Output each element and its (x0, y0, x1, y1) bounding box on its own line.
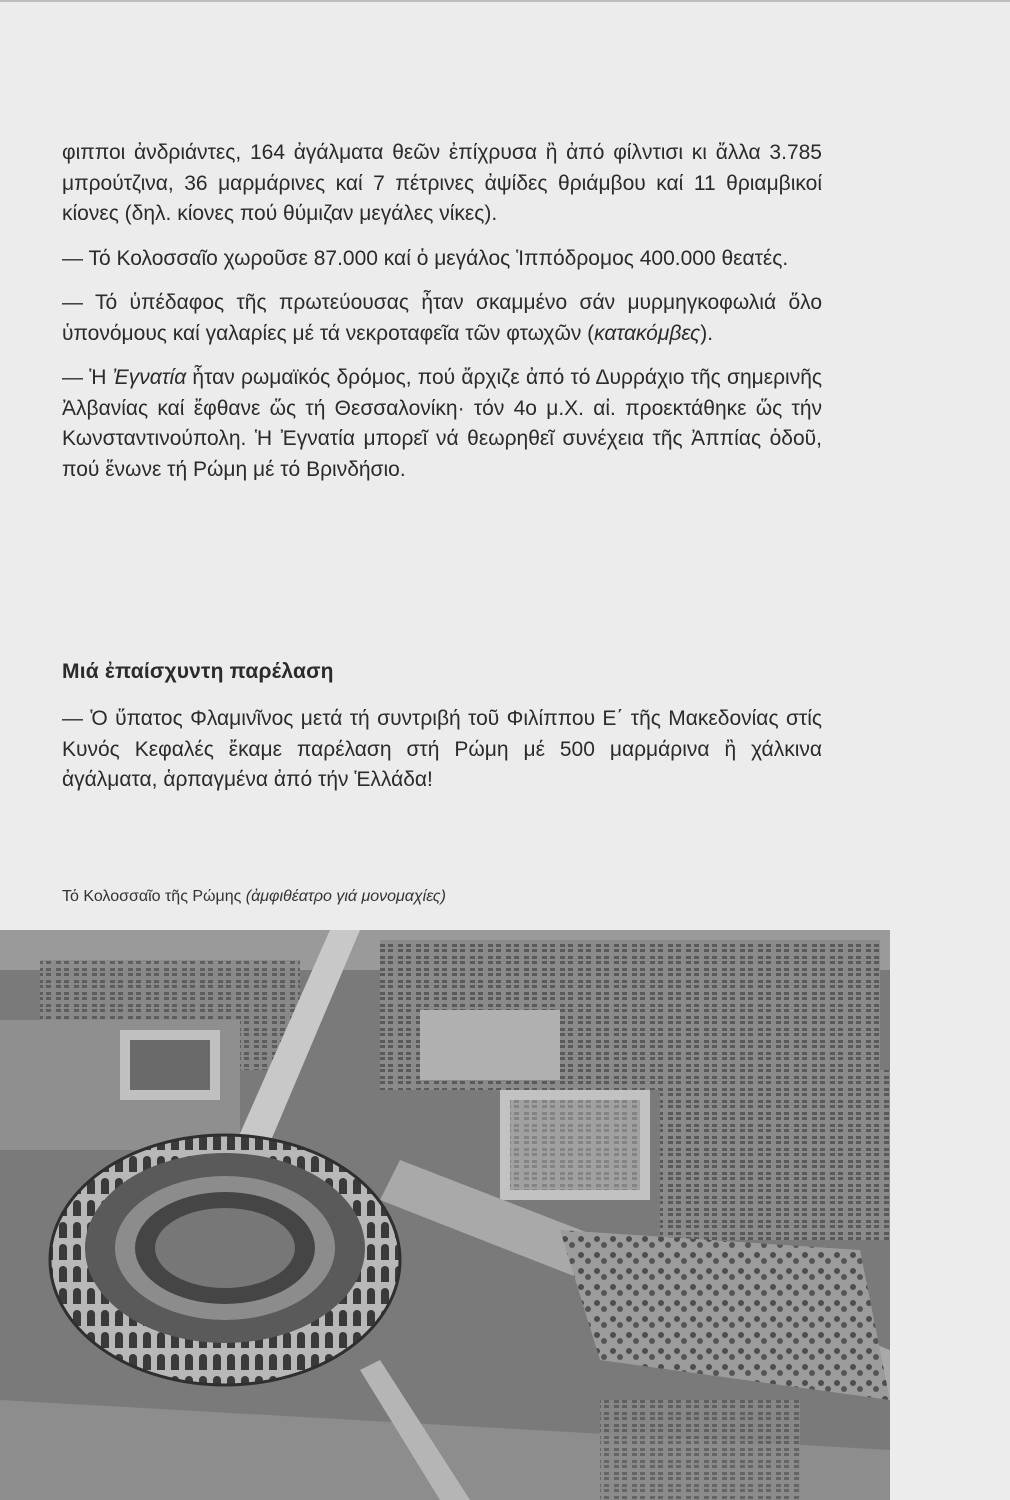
photo-caption (62, 888, 446, 906)
paragraph-emphasis: κατακόμβες (594, 321, 701, 345)
paragraph-text-before: — Τό ὑπέδαφος τῆς πρωτεύουσας ἦταν σκαμμένο σάν μυρμηγκοφωλιά ὅλο ὑπονόμους καί γαλαρίες μέ τά νεκροταφεῖα τῶν φτωχῶν ( (62, 291, 822, 345)
paragraph-emphasis: Ἐγνατία (112, 366, 187, 389)
page-top-rule (0, 0, 1010, 2)
body-text (62, 138, 822, 499)
paragraph-text: — Τό Κολοσσαῖο χωροῦσε 87.000 καί ὁ μεγάλος Ἱππόδρομος 400.000 θεατές. (62, 246, 789, 270)
paragraph-text-after: ἦταν ρωμαϊκός δρόμος, πού ἄρχιζε ἀπό τό Δυρράχιο τῆς σημερινῆς Ἀλβανίας καί ἔφθανε ὥς τή Θεσσαλονίκη· τόν 4ο μ.Χ. αἰ. προεκτάθηκε ὥς τήν Κωνσταντινούπολη. Ἡ Ἐγνατία μπορεῖ νά θεωρηθεῖ συνέχεια τῆς Ἀππίας ὁδοῦ, πού ἕνωνε τή Ρώμη μέ τό Βρινδήσιο. (62, 366, 822, 481)
paragraph-colosseum-capacity (62, 244, 822, 275)
paragraph-via-egnatia (62, 363, 822, 485)
paragraph-text-after: ). (700, 321, 714, 345)
section-heading: Μιά ἐπαίσχυντη παρέλαση (62, 660, 334, 683)
paragraph-catacombs (62, 288, 822, 349)
caption-text: Τό Κολοσσαῖο τῆς Ρώμης (62, 888, 246, 905)
photo-illustration (0, 930, 890, 1500)
paragraph-statues (62, 138, 822, 230)
paragraph-text: φιπποι ἀνδριάντες, 164 ἀγάλματα θεῶν ἐπίχρυσα ἢ ἀπό φίλντισι κι ἄλλα 3.785 μπρούτζινα, 36 μαρμάρινες καί 7 πέτρινες ἀψίδες θριάμβου καί 11 θριαμβικοί κίονες (δηλ. κίονες πού θύμιζαν μεγάλες νίκες). (62, 141, 822, 225)
paragraph-text-before: — Ἡ (62, 366, 113, 389)
caption-emphasis: (ἀμφιθέατρο γιά μονομαχίες) (245, 888, 446, 905)
colosseum-aerial-photo (0, 930, 890, 1500)
section-paragraph: — Ὁ ὕπατος Φλαμινῖνος μετά τή συντριβή τοῦ Φιλίππου Ε΄ τῆς Μακεδονίας στίς Κυνός Κεφαλές ἔκαμε παρέλαση στή Ρώμη μέ 500 μαρμάρινα ἢ χάλκινα ἀγάλματα, ἁρπαγμένα ἀπό τήν Ἑλλάδα! (62, 707, 822, 791)
